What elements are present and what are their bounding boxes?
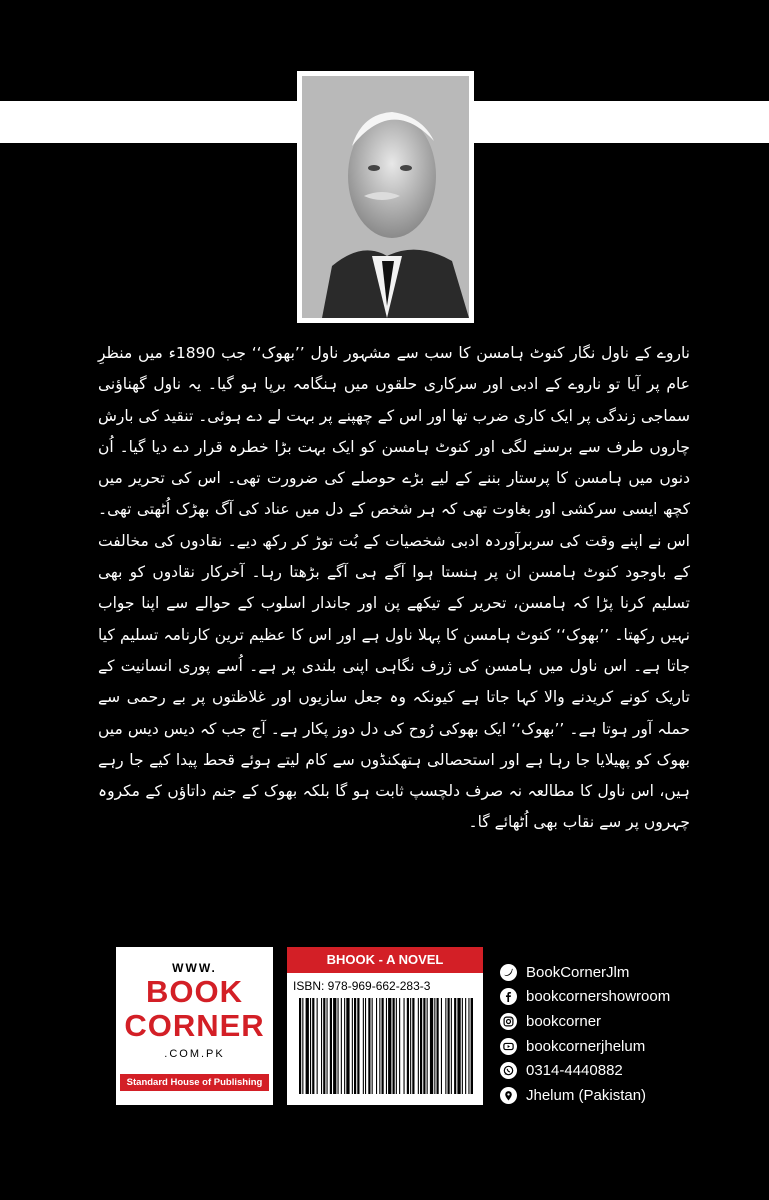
social-label: bookcornershowroom: [526, 988, 671, 1006]
publisher-www: WWW.: [172, 961, 217, 975]
social-row-facebook[interactable]: [500, 985, 760, 1010]
barcode: [297, 998, 473, 1094]
social-label: Jhelum (Pakistan): [526, 1086, 647, 1104]
social-row-youtube[interactable]: [500, 1034, 760, 1059]
whatsapp-icon: [500, 1062, 517, 1079]
social-label: 0314-4440882: [526, 1062, 623, 1080]
book-title-label: BHOOK - A NOVEL: [287, 947, 483, 973]
publisher-corner: CORNER: [124, 1008, 265, 1043]
twitter-icon: [500, 964, 517, 981]
social-label: bookcorner: [526, 1012, 602, 1030]
author-photo: [302, 76, 469, 318]
instagram-icon: [500, 1013, 517, 1030]
isbn-box: [287, 947, 483, 1105]
social-label: BookCornerJlm: [526, 963, 630, 981]
social-row-location: [500, 1083, 760, 1108]
author-photo-frame: [297, 71, 474, 323]
social-row-twitter[interactable]: [500, 960, 760, 985]
location-icon: [500, 1087, 517, 1104]
youtube-icon: [500, 1038, 517, 1055]
publisher-book: BOOK: [146, 974, 243, 1009]
social-row-whatsapp[interactable]: [500, 1058, 760, 1083]
synopsis-text: ناروے کے ناول نگار کنوٹ ہامسن کا سب سے مشہور ناول ’’بھوک‘‘ جب 1890ء میں منظرِ عام پر آیا تو ناروے کے ادبی اور سرکاری حلقوں میں ہنگامہ برپا ہو گیا۔ یہ ناول گھناؤنی سماجی زندگی پر ایک کاری ضرب تھا اور اس کے چھپنے پر بہت لے دے ہوئی۔ تنقید کی بارش چاروں طرف سے برسنے لگی اور کنوٹ ہامسن کو ایک بہت بڑا خطرہ قرار دے دیا گیا۔ اُن دنوں میں ہامسن کا پرستار بننے کے لیے بڑے حوصلے کی ضرورت تھی۔ اس کی تحریر میں کچھ ایسی سرکشی اور بغاوت تھی کہ ہر شخص کے دل میں عناد کی آگ بھڑک اُٹھتی تھی۔ اس نے اپنے وقت کی سربرآوردہ ادبی شخصیات کے بُت توڑ کر رکھ دیے۔ نقادوں کی مخالفت کے باوجود کنوٹ ہامسن ان پر ہنستا ہوا آگے ہی آگے بڑھتا رہا۔ آخرکار نقادوں کو بھی تسلیم کرنا پڑا کہ ہامسن، تحریر کے تیکھے پن اور جاندار اسلوب کے حوالے سے اپنا جواب نہیں رکھتا۔ ’’بھوک‘‘ کنوٹ ہامسن کا پہلا ناول ہے اور اس کا عظیم ترین کارنامہ تسلیم کیا جاتا ہے۔ اس ناول میں ہامسن کی ژرف نگاہی اپنی بلندی پر ہے۔ اُسے پوری انسانیت کے تاریک کونے کریدنے والا کہا جاتا ہے کیونکہ وہ جعل سازیوں اور غلاظتوں پر بے رحمی سے حملہ آور ہوتا ہے۔ ’’بھوک‘‘ ایک بھوکی رُوح کی دل دوز پکار ہے۔ آج جب کہ دیس دیس میں بھوک کو پھیلایا جا رہا ہے اور استحصالی ہتھکنڈوں سے کام لیتے ہوئے قحط پیدا کیے جا رہے ہیں، اس ناول کا مطالعہ نہ صرف دلچسپ ثابت ہو گا بلکہ بھوک کے جنم داتاؤں کے مکروہ چہروں پر سے نقاب بھی اُٹھائے گا۔: [98, 344, 690, 832]
social-links: [500, 960, 760, 1108]
isbn-number: ISBN: 978-969-662-283-3: [293, 979, 431, 993]
publisher-tagline: Standard House of Publishing: [120, 1074, 269, 1091]
publisher-logo: [116, 947, 273, 1105]
social-label: bookcornerjhelum: [526, 1037, 646, 1055]
facebook-icon: [500, 988, 517, 1005]
publisher-domain: .COM.PK: [164, 1048, 225, 1060]
social-row-instagram[interactable]: [500, 1009, 760, 1034]
